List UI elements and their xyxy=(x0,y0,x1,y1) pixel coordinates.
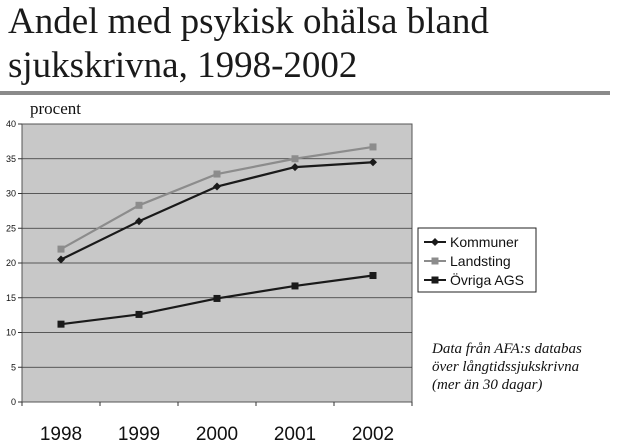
y-tick-label: 35 xyxy=(5,153,16,164)
legend-swatch-marker xyxy=(432,258,439,265)
data-point xyxy=(370,272,377,279)
data-point xyxy=(58,321,65,328)
title-line-2: sjukskrivna, 1998-2002 xyxy=(8,45,358,86)
y-tick-label: 0 xyxy=(10,397,16,407)
y-tick-label: 10 xyxy=(5,327,16,338)
legend-label: Övriga AGS xyxy=(450,272,524,288)
source-note-line-1: Data från AFA:s databas xyxy=(432,341,582,357)
legend-label: Kommuner xyxy=(450,234,519,250)
y-tick-label: 30 xyxy=(5,188,16,199)
source-note xyxy=(432,340,620,394)
x-tick-label: 1999 xyxy=(117,424,161,441)
legend-swatch-marker xyxy=(432,277,439,284)
y-tick-label: 40 xyxy=(5,119,16,129)
x-tick-label: 2002 xyxy=(351,424,395,441)
data-point xyxy=(292,155,299,162)
data-point xyxy=(58,246,65,253)
legend-label: Landsting xyxy=(450,253,511,269)
y-tick-label: 25 xyxy=(5,223,16,234)
x-tick-label: 2000 xyxy=(195,424,239,441)
source-note-line-2: över långtidssjukskrivna xyxy=(432,359,580,375)
data-point xyxy=(136,311,143,318)
data-point xyxy=(214,171,221,178)
legend xyxy=(418,228,536,292)
data-point xyxy=(136,202,143,209)
data-point xyxy=(292,282,299,289)
y-tick-label: 20 xyxy=(5,258,16,268)
title-line-1: Andel med psykisk ohälsa bland xyxy=(8,1,489,42)
x-tick-label: 2001 xyxy=(273,424,317,441)
source-note-line-3: (mer än 30 dagar) xyxy=(432,377,543,393)
x-tick-label: 1998 xyxy=(39,424,83,441)
y-tick-label: 5 xyxy=(10,362,16,373)
y-axis-label: procent xyxy=(30,99,81,118)
y-tick-label: 15 xyxy=(5,292,16,303)
data-point xyxy=(370,143,377,150)
data-point xyxy=(214,295,221,302)
